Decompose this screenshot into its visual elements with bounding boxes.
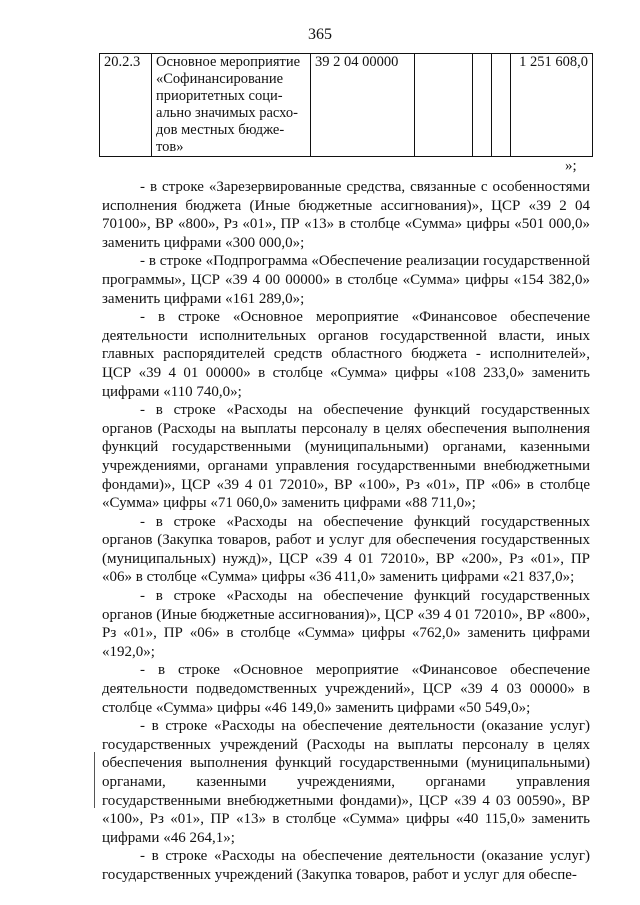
amendment-text (102, 178, 590, 885)
paragraph: - в строке «Расходы на обеспечение деятельности (оказание услуг) государственных учреждений (Закупка товаров, работ и услуг для обеспе- (102, 848, 590, 883)
row-vr-cell (415, 54, 473, 157)
row-rz-cell (473, 54, 492, 157)
page-number: 365 (308, 26, 332, 43)
row-pr-cell (492, 54, 511, 157)
paragraph: - в строке «Расходы на обеспечение деятельности (оказание услуг) государственных учреждений (Расходы на выплаты персоналу в целях обеспечения выполнения функций государственными (муниципальными) органами, казенными учреждениями, органами управления государственными внебюджетными фондами)», ЦСР «39 4 03 00590», ВР «100», Рз «01», ПР «13» в столбце «Сумма» цифры «40 115,0» заменить цифрами «46 264,1»; (102, 718, 590, 846)
margin-mark (94, 752, 95, 808)
row-number-cell: 20.2.3 (100, 54, 152, 157)
paragraph: - в строке «Расходы на обеспечение функций государственных органов (Закупка товаров, работ и услуг для обеспечения государственных (муниципальных) нужд)», ЦСР «39 4 01 72010», ВР «200», Рз «01», ПР «06» в столбце «Сумма» цифры «36 411,0» заменить цифрами «21 837,0»; (102, 513, 590, 586)
table-close-quote: »; (565, 158, 577, 174)
table-row (100, 54, 593, 157)
row-sum-cell: 1 251 608,0 (511, 54, 593, 157)
paragraph: - в строке «Зарезервированные средства, связанные с особенностями исполнения бюджета (Иные бюджетные ассигнования)», ЦСР «39 2 04 70100», ВР «800», Рз «01», ПР «13» в столбце «Сумма» цифры «501 000,0» заменить цифрами «300 000,0»; (102, 179, 590, 251)
paragraph: - в строке «Расходы на обеспечение функций государственных органов (Расходы на выплаты персоналу в целях обеспечения выполнения функций государственными (муниципальными) органами, казенными учреждениями, органами управления государственными внебюджетными фондами)», ЦСР «39 4 01 72010», ВР «100», Рз «01», ПР «06» в столбце «Сумма» цифры «71 060,0» заменить цифрами «88 711,0»; (102, 402, 590, 512)
paragraph: - в строке «Подпрограмма «Обеспечение реализации государственной программы», ЦСР «39 4 00 00000» в столбце «Сумма» цифры «154 382,0» заменить цифрами «161 289,0»; (102, 253, 590, 307)
row-csr-cell: 39 2 04 00000 (311, 54, 415, 157)
row-name-cell: Основное мероприятие «Софинансирование приоритетных соци- ально значимых расхо- дов местных бюдже- тов» (152, 54, 311, 157)
budget-table (99, 53, 593, 157)
paragraph: - в строке «Основное мероприятие «Финансовое обеспечение деятельности исполнительных органов государственной власти, иных главных распорядителей средств областного бюджета - исполнителей», ЦСР «39 4 01 00000» в столбце «Сумма» цифры «108 233,0» заменить цифрами «110 740,0»; (102, 309, 590, 400)
paragraph: - в строке «Расходы на обеспечение функций государственных органов (Иные бюджетные ассигнования)», ЦСР «39 4 01 72010», ВР «800», Рз «01», ПР «06» в столбце «Сумма» цифры «762,0» заменить цифрами «192,0»; (102, 588, 590, 660)
paragraph: - в строке «Основное мероприятие «Финансовое обеспечение деятельности подведомственных учреждений», ЦСР «39 4 03 00000» в столбце «Сумма» цифры «46 149,0» заменить цифрами «50 549,0»; (102, 662, 590, 716)
